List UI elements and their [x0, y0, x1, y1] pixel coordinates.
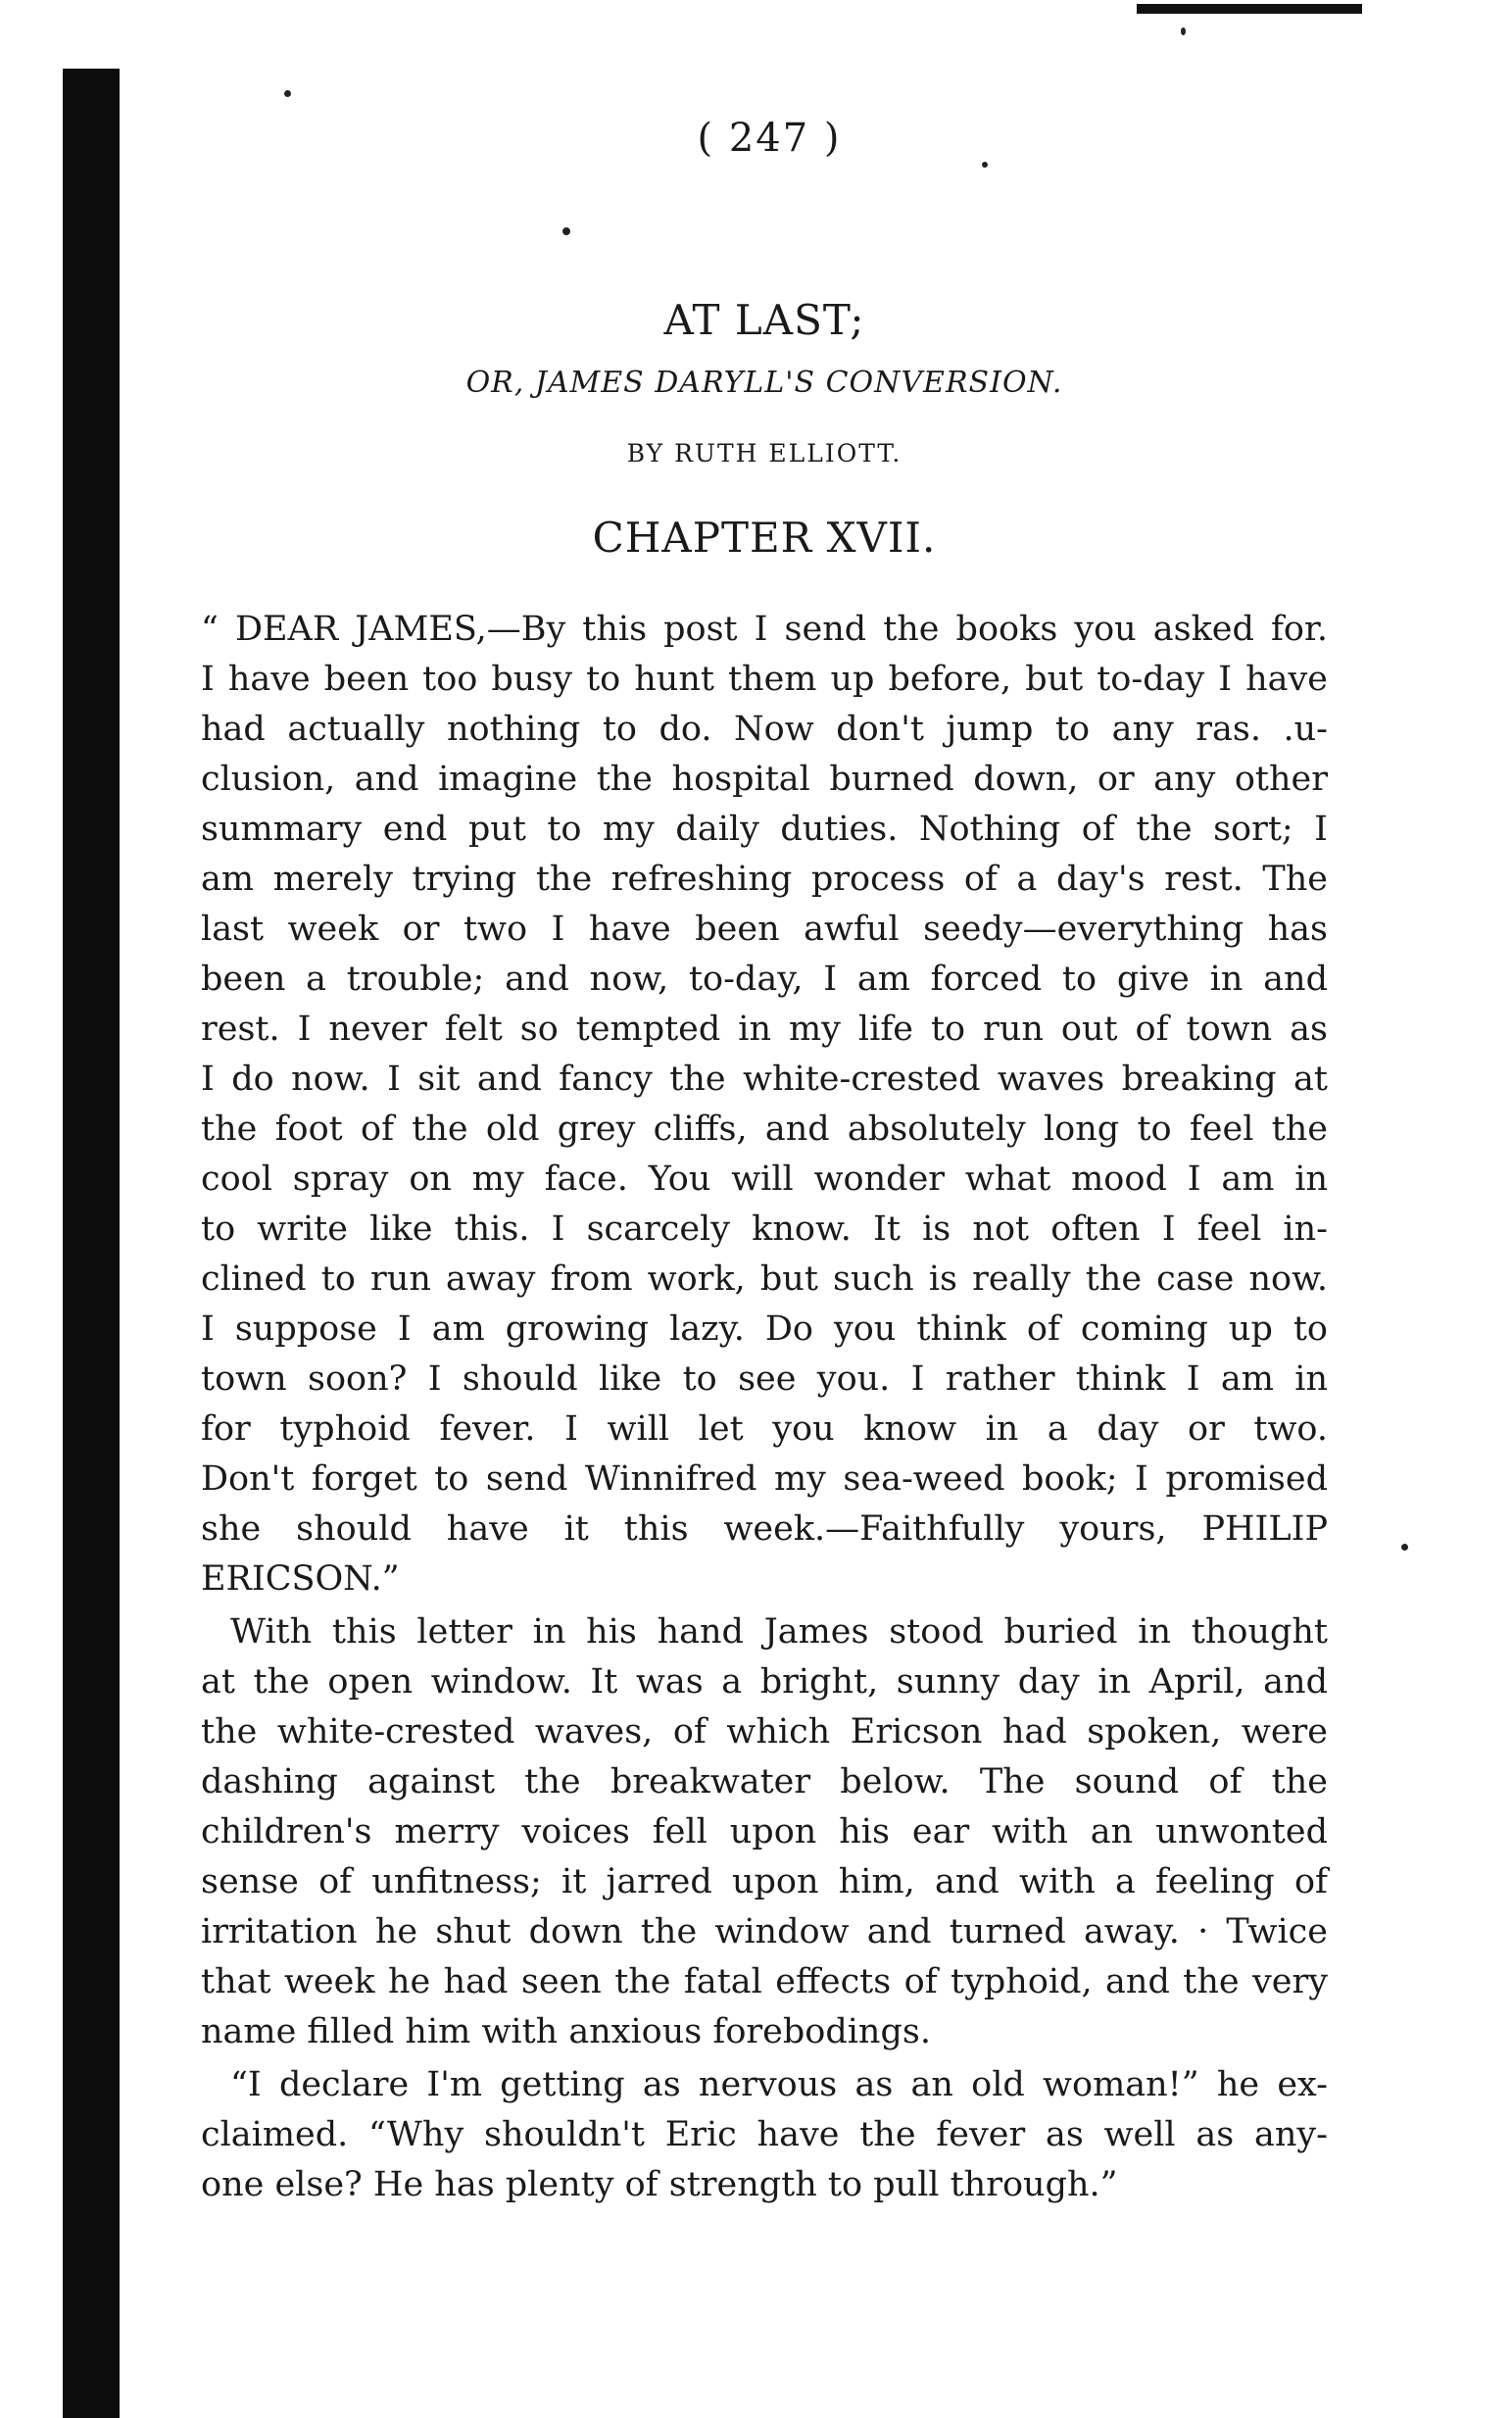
text-line: dashing against the breakwater below. The sound of the [201, 1762, 1328, 1801]
text-line: “ DEAR JAMES,—By this post I send the books you asked for. [201, 610, 1328, 649]
page-number: ( 247 ) [697, 116, 842, 161]
chapter-heading: CHAPTER XVII. [592, 514, 937, 562]
author-byline: BY RUTH ELLIOTT. [626, 439, 902, 468]
story-subtitle: OR, JAMES DARYLL'S CONVERSION. [465, 366, 1063, 400]
text-line: sense of unfitness; it jarred upon him, and with a feeling of [201, 1862, 1328, 1901]
text-line: clined to run away from work, but such is really the case now. [201, 1259, 1328, 1299]
text-line: for typhoid fever. I will let you know in a day or two. [201, 1409, 1328, 1449]
text-line: one else? He has plenty of strength to pull through.” [201, 2165, 1118, 2204]
text-line: the white-crested waves, of which Ericson had spoken, were [201, 1712, 1328, 1752]
text-line: rest. I never felt so tempted in my life to run out of town as [201, 1010, 1328, 1049]
text-line: she should have it this week.—Faithfully yours, PHILIP [201, 1509, 1328, 1549]
text-line: am merely trying the refreshing process of a day's rest. The [201, 860, 1328, 899]
text-line: cool spray on my face. You will wonder what mood I am in [201, 1160, 1328, 1199]
text-line: ERICSON.” [201, 1559, 400, 1599]
text-line: name filled him with anxious forebodings. [201, 2012, 931, 2051]
scan-speck [1401, 1544, 1408, 1551]
text-line: claimed. “Why shouldn't Eric have the fever as well as any- [201, 2115, 1328, 2154]
scan-speck [562, 227, 570, 235]
text-line: had actually nothing to do. Now don't jump to any ras. .u- [201, 710, 1328, 749]
text-line: “I declare I'm getting as nervous as an old woman!” he ex- [230, 2065, 1328, 2104]
text-line: irritation he shut down the window and turned away. · Twice [201, 1912, 1328, 1951]
text-line: been a trouble; and now, to-day, I am forced to give in and [201, 960, 1328, 999]
scan-edge-mark [1137, 4, 1362, 14]
text-line: at the open window. It was a bright, sunny day in April, and [201, 1662, 1328, 1702]
scan-speck [284, 90, 291, 97]
scan-speck [1181, 27, 1186, 35]
book-spine-shadow [63, 69, 120, 2418]
text-line: Don't forget to send Winnifred my sea-weed book; I promised [201, 1459, 1328, 1499]
text-line: town soon? I should like to see you. I rather think I am in [201, 1359, 1328, 1399]
text-line: that week he had seen the fatal effects of typhoid, and the very [201, 1962, 1328, 2001]
text-line: I do now. I sit and fancy the white-crested waves breaking at [201, 1060, 1328, 1099]
text-line: last week or two I have been awful seedy—everything has [201, 910, 1328, 949]
scan-speck [982, 162, 988, 168]
text-line: I have been too busy to hunt them up before, but to-day I have [201, 660, 1328, 699]
text-line: to write like this. I scarcely know. It is not often I feel in- [201, 1209, 1328, 1249]
text-line: I suppose I am growing lazy. Do you think of coming up to [201, 1309, 1328, 1349]
text-line: clusion, and imagine the hospital burned down, or any other [201, 760, 1328, 799]
text-line: children's merry voices fell upon his ear with an unwonted [201, 1812, 1328, 1851]
text-line: With this letter in his hand James stood buried in thought [230, 1612, 1328, 1652]
text-line: summary end put to my daily duties. Nothing of the sort; I [201, 810, 1328, 849]
text-line: the foot of the old grey cliffs, and absolutely long to feel the [201, 1110, 1328, 1149]
story-title: AT LAST; [663, 296, 865, 344]
